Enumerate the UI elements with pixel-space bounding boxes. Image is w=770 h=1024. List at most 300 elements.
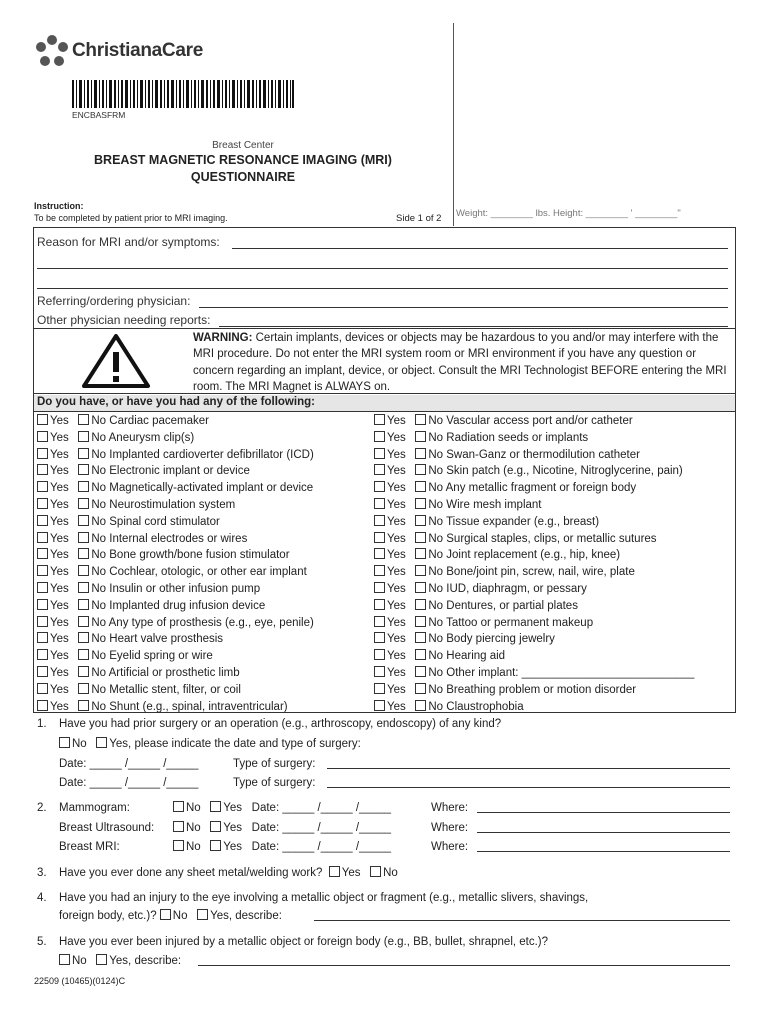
yes-label: Yes	[50, 650, 69, 663]
no-label: No	[91, 482, 107, 495]
no-checkbox[interactable]	[415, 632, 426, 643]
yes-checkbox[interactable]	[37, 700, 48, 711]
checklist-row	[37, 648, 213, 664]
item-label: Electronic implant or device	[109, 465, 250, 478]
checklist-row	[374, 480, 636, 496]
no-checkbox[interactable]	[78, 548, 89, 559]
yes-checkbox[interactable]	[374, 448, 385, 459]
no-checkbox[interactable]	[415, 515, 426, 526]
item-label: Implanted drug infusion device	[109, 599, 266, 612]
yes-checkbox[interactable]	[37, 683, 48, 694]
checklist-row	[374, 497, 541, 513]
referring-line[interactable]	[199, 307, 728, 308]
yes-checkbox[interactable]	[37, 599, 48, 610]
yes-checkbox[interactable]	[37, 464, 48, 475]
yes-label: Yes	[387, 599, 406, 612]
no-checkbox[interactable]	[78, 599, 89, 610]
yes-label: Yes	[387, 415, 406, 427]
yes-label: Yes	[50, 465, 69, 478]
q5	[37, 934, 548, 950]
no-label: No	[428, 700, 444, 713]
q2-yes-checkbox[interactable]	[210, 801, 221, 812]
item-label: Tissue expander (e.g., breast)	[446, 515, 600, 528]
checklist-row	[374, 531, 657, 547]
department: Breast Center	[212, 140, 274, 151]
checklist-row	[374, 598, 578, 614]
item-label: Internal electrodes or wires	[109, 532, 248, 545]
checklist-row	[37, 631, 223, 647]
q1-no-label: No	[72, 738, 87, 750]
item-label: Skin patch (e.g., Nicotine, Nitroglycerine, pain)	[446, 465, 683, 478]
no-label: No	[91, 532, 107, 545]
no-label: No	[91, 448, 107, 461]
checklist-row	[37, 564, 307, 580]
item-label: Surgical staples, clips, or metallic sutures	[446, 532, 657, 545]
no-label: No	[91, 700, 107, 713]
yes-label: Yes	[50, 415, 69, 427]
no-checkbox[interactable]	[415, 599, 426, 610]
checklist-row	[37, 463, 250, 479]
q3-no-label: No	[383, 867, 398, 879]
no-checkbox[interactable]	[415, 414, 426, 425]
q4	[37, 890, 588, 906]
no-checkbox[interactable]	[78, 649, 89, 660]
q3-text: Have you ever done any sheet metal/welding work?	[59, 867, 323, 879]
item-label: Bone growth/bone fusion stimulator	[109, 549, 290, 562]
q2-date[interactable]: Date: _____ /_____ /_____	[251, 821, 392, 834]
checklist-row	[37, 480, 313, 496]
q5-yes-label: Yes, describe:	[109, 955, 182, 967]
no-label: No	[91, 465, 107, 478]
q2-row	[59, 820, 391, 836]
yes-checkbox[interactable]	[374, 548, 385, 559]
q3-yes-label: Yes	[341, 867, 361, 879]
warning-body: Certain implants, devices or objects may be hazardous to you and/or may interfere with the MRI procedure. Do not enter the MRI system room or MRI environment if you have any question or concern regarding an implant, device, or object. Consult the MRI Technologist BEFORE entering the MRI room. The MRI Magnet is ALWAYS on.	[193, 332, 727, 393]
q2-row-label: Breast Ultrasound:	[59, 821, 155, 834]
q1-options	[59, 736, 361, 752]
yes-label: Yes	[387, 700, 406, 713]
no-label: No	[91, 415, 107, 427]
checklist-row	[374, 514, 599, 530]
no-label: No	[428, 415, 444, 427]
yes-label: Yes	[50, 499, 69, 511]
yes-label: Yes	[387, 633, 406, 646]
yes-label: Yes	[387, 566, 406, 579]
no-checkbox[interactable]	[78, 498, 89, 509]
item-label: Dentures, or partial plates	[446, 599, 578, 612]
yes-label: Yes	[50, 683, 69, 696]
q5-yes-checkbox[interactable]	[96, 954, 107, 965]
q2-row	[59, 839, 391, 855]
q2-no-label: No	[186, 802, 201, 814]
yes-checkbox[interactable]	[37, 548, 48, 559]
q2-number: 2.	[37, 802, 47, 814]
q4-describe-line[interactable]	[314, 920, 730, 921]
yes-label: Yes	[387, 499, 406, 511]
no-checkbox[interactable]	[78, 464, 89, 475]
no-checkbox[interactable]	[78, 616, 89, 627]
q5-text: Have you ever been injured by a metallic object or foreign body (e.g., BB, bullet, shrapnel, etc.)?	[59, 936, 549, 948]
no-label: No	[428, 431, 444, 444]
q2-where-label: Where:	[431, 802, 469, 814]
checklist-row	[37, 514, 220, 530]
yes-checkbox[interactable]	[37, 481, 48, 492]
q4-text2: foreign body, etc.)?	[59, 910, 157, 922]
item-label: Claustrophobia	[446, 700, 524, 713]
q1-type-2-label: Type of surgery:	[233, 777, 316, 789]
checklist-row	[37, 497, 235, 513]
no-checkbox[interactable]	[415, 616, 426, 627]
checklist-row	[37, 598, 265, 614]
yes-checkbox[interactable]	[374, 700, 385, 711]
q1-no-checkbox[interactable]	[59, 737, 70, 748]
no-label: No	[428, 633, 444, 646]
warning-triangle-icon	[80, 332, 152, 390]
q4-no-checkbox[interactable]	[160, 909, 171, 920]
no-label: No	[428, 482, 444, 495]
yes-checkbox[interactable]	[37, 616, 48, 627]
brand-name: ChristianaCare	[72, 40, 203, 61]
item-label: Eyelid spring or wire	[109, 650, 213, 663]
reason-line-3[interactable]	[37, 288, 728, 289]
checklist-row	[37, 430, 194, 446]
yes-checkbox[interactable]	[374, 431, 385, 442]
yes-label: Yes	[50, 700, 69, 713]
no-checkbox[interactable]	[78, 582, 89, 593]
warning-label: WARNING:	[193, 332, 253, 344]
yes-checkbox[interactable]	[37, 632, 48, 643]
no-label: No	[91, 431, 107, 444]
page-side: Side 1 of 2	[396, 213, 442, 224]
form-code: ENCBASFRM	[72, 110, 126, 120]
item-label: Hearing aid	[446, 650, 506, 663]
no-checkbox[interactable]	[415, 548, 426, 559]
yes-label: Yes	[387, 650, 406, 663]
no-label: No	[428, 650, 444, 663]
yes-checkbox[interactable]	[37, 498, 48, 509]
no-label: No	[91, 667, 107, 679]
no-checkbox[interactable]	[415, 448, 426, 459]
barcode-icon	[72, 80, 294, 108]
q3-number: 3.	[37, 867, 47, 879]
q2-no-label: No	[186, 821, 201, 834]
q3	[37, 865, 398, 881]
yes-label: Yes	[50, 448, 69, 461]
no-checkbox[interactable]	[415, 532, 426, 543]
question-heading: Do you have, or have you had any of the following:	[34, 395, 735, 412]
yes-checkbox[interactable]	[37, 565, 48, 576]
yes-checkbox[interactable]	[37, 431, 48, 442]
no-label: No	[428, 549, 444, 562]
item-label: Magnetically-activated implant or device	[109, 482, 314, 495]
weight-height-field[interactable]: Weight: ________ lbs. Height: ________ ' ________"	[456, 208, 681, 219]
q1-type-1-line[interactable]	[327, 768, 730, 769]
q4-no-label: No	[172, 910, 188, 922]
no-checkbox[interactable]	[78, 448, 89, 459]
no-checkbox[interactable]	[415, 700, 426, 711]
yes-label: Yes	[387, 532, 406, 545]
no-checkbox[interactable]	[415, 666, 426, 677]
no-label: No	[428, 566, 444, 579]
q1-type-1-label: Type of surgery:	[233, 758, 316, 770]
yes-checkbox[interactable]	[374, 632, 385, 643]
yes-checkbox[interactable]	[374, 565, 385, 576]
item-label: Cochlear, otologic, or other ear implant	[109, 566, 307, 579]
checklist-row	[37, 699, 288, 715]
item-label: Tattoo or permanent makeup	[446, 616, 594, 629]
yes-checkbox[interactable]	[374, 464, 385, 475]
yes-checkbox[interactable]	[37, 515, 48, 526]
no-label: No	[91, 583, 107, 595]
no-checkbox[interactable]	[78, 632, 89, 643]
no-checkbox[interactable]	[415, 565, 426, 576]
no-label: No	[428, 465, 444, 478]
footer-code: 22509 (10465)(0124)C	[34, 976, 126, 986]
no-label: No	[91, 650, 107, 663]
item-label: Other implant: ___________________________	[446, 667, 695, 679]
warning-text	[193, 330, 733, 395]
yes-label: Yes	[50, 566, 69, 579]
yes-checkbox[interactable]	[374, 599, 385, 610]
checklist-row	[37, 581, 260, 597]
no-checkbox[interactable]	[415, 649, 426, 660]
checklist-row	[374, 547, 620, 563]
checklist-row	[37, 682, 241, 698]
reason-label: Reason for MRI and/or symptoms:	[37, 235, 220, 249]
item-label: Spinal cord stimulator	[109, 515, 220, 528]
yes-label: Yes	[50, 599, 69, 612]
q2-date[interactable]: Date: _____ /_____ /_____	[251, 841, 392, 853]
no-checkbox[interactable]	[78, 515, 89, 526]
q2-where-label: Where:	[431, 841, 469, 853]
q2-yes-checkbox[interactable]	[210, 821, 221, 832]
yes-label: Yes	[387, 515, 406, 528]
christianacare-logo-icon	[34, 34, 70, 70]
q2-where-line[interactable]	[477, 832, 730, 833]
no-label: No	[428, 499, 444, 511]
no-checkbox[interactable]	[78, 431, 89, 442]
q2-where-line[interactable]	[477, 812, 730, 813]
q5-no-checkbox[interactable]	[59, 954, 70, 965]
yes-label: Yes	[50, 549, 69, 562]
q1-date-2[interactable]: Date: _____ /_____ /_____	[59, 777, 199, 789]
yes-label: Yes	[387, 465, 406, 478]
no-checkbox[interactable]	[78, 565, 89, 576]
yes-label: Yes	[50, 532, 69, 545]
no-label: No	[428, 532, 444, 545]
yes-checkbox[interactable]	[37, 448, 48, 459]
q4-number: 4.	[37, 892, 47, 904]
no-label: No	[91, 499, 107, 511]
instruction-heading: Instruction:	[34, 201, 84, 211]
yes-label: Yes	[50, 633, 69, 646]
q1-yes-checkbox[interactable]	[96, 737, 107, 748]
checklist-row	[37, 447, 314, 463]
q2-yes-checkbox[interactable]	[210, 840, 221, 851]
checklist-row	[374, 631, 555, 647]
item-label: Breathing problem or motion disorder	[446, 683, 637, 696]
q2-row-label: Mammogram:	[59, 802, 130, 814]
no-checkbox[interactable]	[415, 431, 426, 442]
yes-checkbox[interactable]	[37, 414, 48, 425]
header-divider	[453, 23, 454, 226]
checklist-row	[37, 615, 314, 631]
checklist-row	[374, 682, 636, 698]
yes-checkbox[interactable]	[37, 532, 48, 543]
no-checkbox[interactable]	[78, 532, 89, 543]
no-checkbox[interactable]	[415, 498, 426, 509]
yes-checkbox[interactable]	[374, 498, 385, 509]
q2-no-label: No	[186, 841, 201, 853]
q1	[37, 716, 501, 732]
yes-label: Yes	[387, 667, 406, 679]
q1-yes-label: Yes, please indicate the date and type of surgery:	[109, 738, 361, 750]
item-label: Any metallic fragment or foreign body	[445, 482, 637, 495]
item-label: Heart valve prosthesis	[109, 633, 224, 646]
no-checkbox[interactable]	[415, 464, 426, 475]
item-label: Neurostimulation system	[109, 499, 236, 511]
q2-date[interactable]: Date: _____ /_____ /_____	[251, 802, 392, 814]
checklist-row	[37, 413, 209, 429]
no-label: No	[428, 683, 444, 696]
yes-checkbox[interactable]	[37, 582, 48, 593]
q1-text: Have you had prior surgery or an operation (e.g., arthroscopy, endoscopy) of any kind?	[59, 718, 502, 730]
no-label: No	[428, 583, 444, 595]
q3-no-checkbox[interactable]	[370, 866, 381, 877]
no-label: No	[91, 633, 107, 646]
q4-options	[59, 908, 282, 924]
checklist-row	[374, 430, 588, 446]
yes-checkbox[interactable]	[374, 515, 385, 526]
form-title-line1: BREAST MAGNETIC RESONANCE IMAGING (MRI)	[94, 153, 392, 167]
q2-yes-label: Yes	[223, 841, 243, 853]
yes-checkbox[interactable]	[374, 481, 385, 492]
yes-checkbox[interactable]	[374, 582, 385, 593]
q2-no-checkbox[interactable]	[173, 821, 184, 832]
q5-describe-line[interactable]	[198, 965, 730, 966]
item-label: Aneurysm clip(s)	[108, 431, 195, 444]
yes-label: Yes	[387, 549, 406, 562]
checklist-row	[37, 547, 290, 563]
no-label: No	[91, 599, 107, 612]
checklist-row	[37, 665, 240, 681]
item-label: Bone/joint pin, screw, nail, wire, plate	[446, 566, 635, 579]
reason-line-2[interactable]	[37, 268, 728, 269]
referring-label: Referring/ordering physician:	[37, 294, 191, 308]
q2-where-line[interactable]	[477, 851, 730, 852]
item-label: Body piercing jewelry	[446, 633, 555, 646]
yes-label: Yes	[50, 515, 69, 528]
instruction-text: To be completed by patient prior to MRI imaging.	[34, 213, 228, 223]
q4-text: Have you had an injury to the eye involving a metallic object or fragment (e.g., metallic slivers, shavings,	[59, 892, 589, 904]
checklist-row	[374, 699, 524, 715]
no-label: No	[91, 515, 107, 528]
checklist-row	[37, 531, 247, 547]
no-label: No	[428, 515, 444, 528]
no-label: No	[428, 667, 444, 679]
q2-no-checkbox[interactable]	[173, 801, 184, 812]
other-physician-line[interactable]	[219, 326, 728, 327]
yes-label: Yes	[50, 482, 69, 495]
q1-type-2-line[interactable]	[327, 787, 730, 788]
no-checkbox[interactable]	[78, 683, 89, 694]
form-title-line2: QUESTIONNAIRE	[190, 170, 296, 184]
other-physician-label: Other physician needing reports:	[37, 313, 211, 327]
reason-line[interactable]	[232, 248, 728, 249]
no-checkbox[interactable]	[415, 683, 426, 694]
item-label: Joint replacement (e.g., hip, knee)	[446, 549, 621, 562]
no-checkbox[interactable]	[78, 666, 89, 677]
yes-checkbox[interactable]	[374, 666, 385, 677]
yes-label: Yes	[50, 667, 69, 679]
yes-checkbox[interactable]	[37, 666, 48, 677]
item-label: Vascular access port and/or catheter	[446, 415, 633, 427]
yes-checkbox[interactable]	[374, 649, 385, 660]
q4-yes-checkbox[interactable]	[197, 909, 208, 920]
yes-label: Yes	[387, 683, 406, 696]
no-label: No	[91, 683, 107, 696]
item-label: Shunt (e.g., spinal, intraventricular)	[109, 700, 288, 713]
q2-no-checkbox[interactable]	[173, 840, 184, 851]
no-label: No	[91, 549, 107, 562]
checklist-row	[374, 581, 587, 597]
item-label: Insulin or other infusion pump	[109, 583, 261, 595]
yes-label: Yes	[387, 482, 406, 495]
q1-date-1[interactable]: Date: _____ /_____ /_____	[59, 758, 199, 770]
q2-yes-label: Yes	[223, 802, 243, 814]
no-label: No	[91, 616, 107, 629]
yes-checkbox[interactable]	[374, 414, 385, 425]
checklist-row	[374, 463, 683, 479]
item-label: Artificial or prosthetic limb	[108, 667, 240, 679]
item-label: IUD, diaphragm, or pessary	[446, 583, 587, 595]
yes-label: Yes	[387, 583, 406, 595]
no-checkbox[interactable]	[415, 481, 426, 492]
checklist-row	[374, 648, 505, 664]
checklist-row	[374, 615, 593, 631]
q3-yes-checkbox[interactable]	[329, 866, 340, 877]
no-checkbox[interactable]	[415, 582, 426, 593]
item-label: Metallic stent, filter, or coil	[109, 683, 241, 696]
checklist-row	[374, 413, 633, 429]
yes-label: Yes	[387, 431, 406, 444]
q4-yes-label: Yes, describe:	[210, 910, 282, 922]
no-checkbox[interactable]	[78, 700, 89, 711]
q5-number: 5.	[37, 936, 47, 948]
item-label: Implanted cardioverter defibrillator (ICD)	[109, 448, 314, 461]
yes-checkbox[interactable]	[374, 532, 385, 543]
q2-row	[59, 800, 391, 816]
yes-checkbox[interactable]	[374, 616, 385, 627]
no-checkbox[interactable]	[78, 414, 89, 425]
yes-label: Yes	[50, 583, 69, 595]
checklist-row	[374, 447, 640, 463]
yes-label: Yes	[387, 616, 406, 629]
no-label: No	[91, 566, 107, 579]
yes-label: Yes	[387, 448, 406, 461]
no-checkbox[interactable]	[78, 481, 89, 492]
item-label: Cardiac pacemaker	[109, 415, 209, 427]
checklist-row	[374, 564, 635, 580]
checklist-row	[374, 665, 694, 681]
no-label: No	[428, 616, 444, 629]
yes-checkbox[interactable]	[37, 649, 48, 660]
q2-where-label: Where:	[431, 821, 469, 834]
item-label: Radiation seeds or implants	[446, 431, 589, 444]
yes-checkbox[interactable]	[374, 683, 385, 694]
q5-options	[59, 953, 181, 969]
yes-label: Yes	[50, 616, 69, 629]
